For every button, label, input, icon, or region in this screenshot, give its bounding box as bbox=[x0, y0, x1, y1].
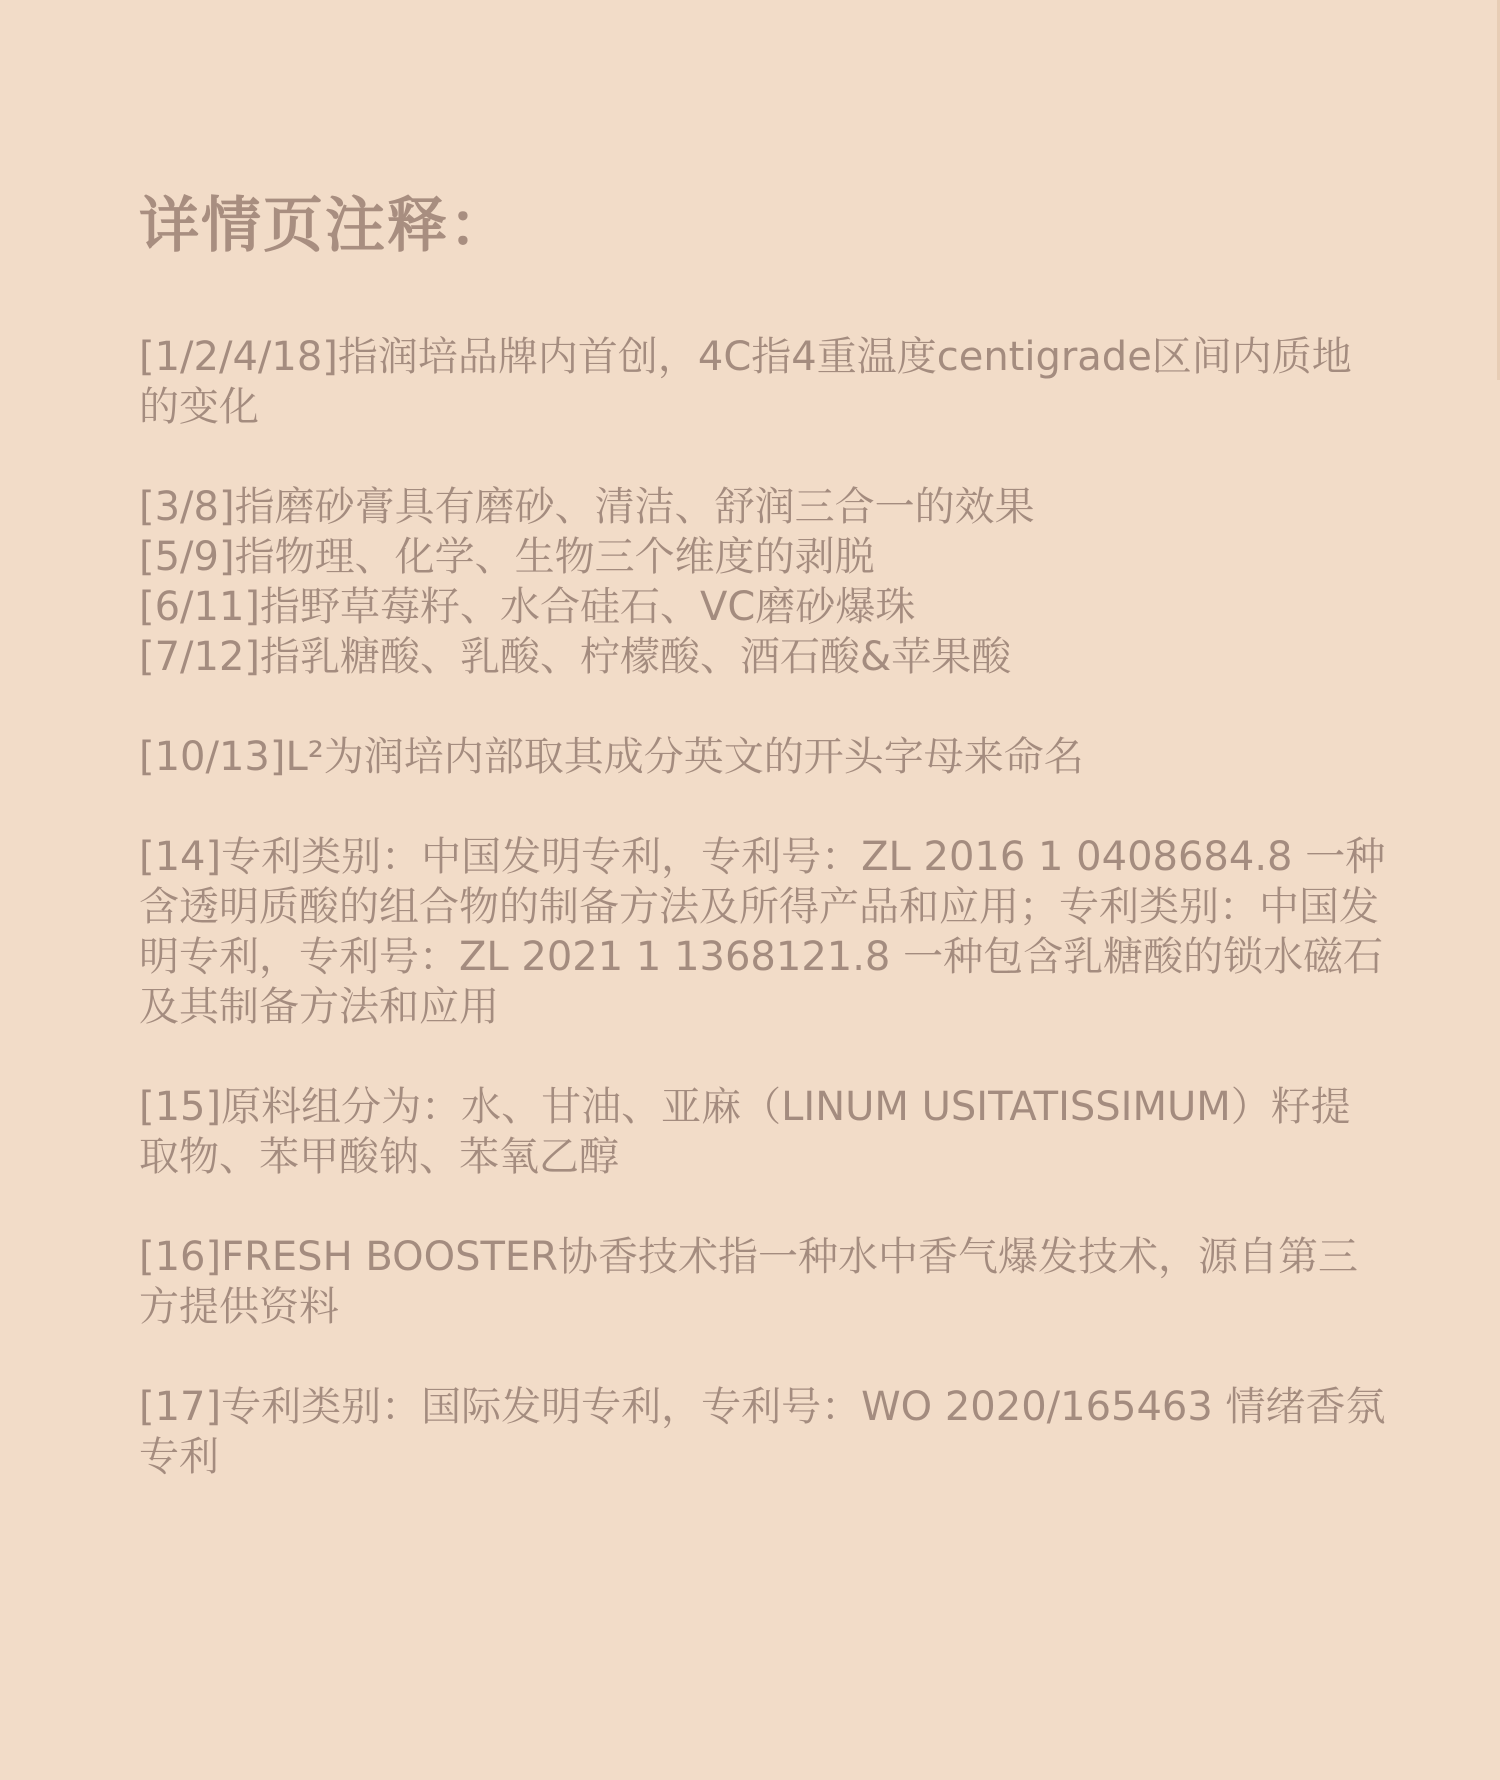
note-line: [17]专利类别：国际发明专利，专利号：WO 2020/165463 情绪香氛专利 bbox=[139, 1384, 1386, 1480]
notes-list bbox=[139, 332, 1389, 1482]
note-line: [14]专利类别：中国发明专利，专利号：ZL 2016 1 0408684.8 一种含透明质酸的组合物的制备方法及所得产品和应用；专利类别：中国发明专利，专利号：ZL 2021 1 1368121.8 一种包含乳糖酸的锁水磁石及其制备方法和应用 bbox=[139, 834, 1386, 1030]
note-group-2 bbox=[139, 482, 1389, 682]
note-line: [3/8]指磨砂膏具有磨砂、清洁、舒润三合一的效果 bbox=[139, 484, 1035, 530]
note-line: [1/2/4/18]指润培品牌内首创，4C指4重温度centigrade区间内质地的变化 bbox=[139, 334, 1352, 430]
note-line: [10/13]L²为润培内部取其成分英文的开头字母来命名 bbox=[139, 734, 1084, 780]
note-group-7 bbox=[139, 1382, 1389, 1482]
note-group-6 bbox=[139, 1232, 1389, 1332]
note-line: [7/12]指乳糖酸、乳酸、柠檬酸、酒石酸&苹果酸 bbox=[139, 634, 1012, 680]
note-group-5 bbox=[139, 1082, 1389, 1182]
page-title: 详情页注释： bbox=[139, 191, 511, 261]
annotation-page bbox=[139, 190, 1389, 1532]
note-line: [6/11]指野草莓籽、水合硅石、VC磨砂爆珠 bbox=[139, 584, 916, 630]
note-group-1 bbox=[139, 332, 1389, 432]
note-group-4 bbox=[139, 832, 1389, 1032]
note-line: [16]FRESH BOOSTER协香技术指一种水中香气爆发技术，源自第三方提供资料 bbox=[139, 1234, 1358, 1330]
note-line: [5/9]指物理、化学、生物三个维度的剥脱 bbox=[139, 534, 875, 580]
note-line: [15]原料组分为：水、甘油、亚麻（LINUM USITATISSIMUM）籽提取物、苯甲酸钠、苯氧乙醇 bbox=[139, 1084, 1351, 1180]
note-group-3 bbox=[139, 732, 1389, 782]
